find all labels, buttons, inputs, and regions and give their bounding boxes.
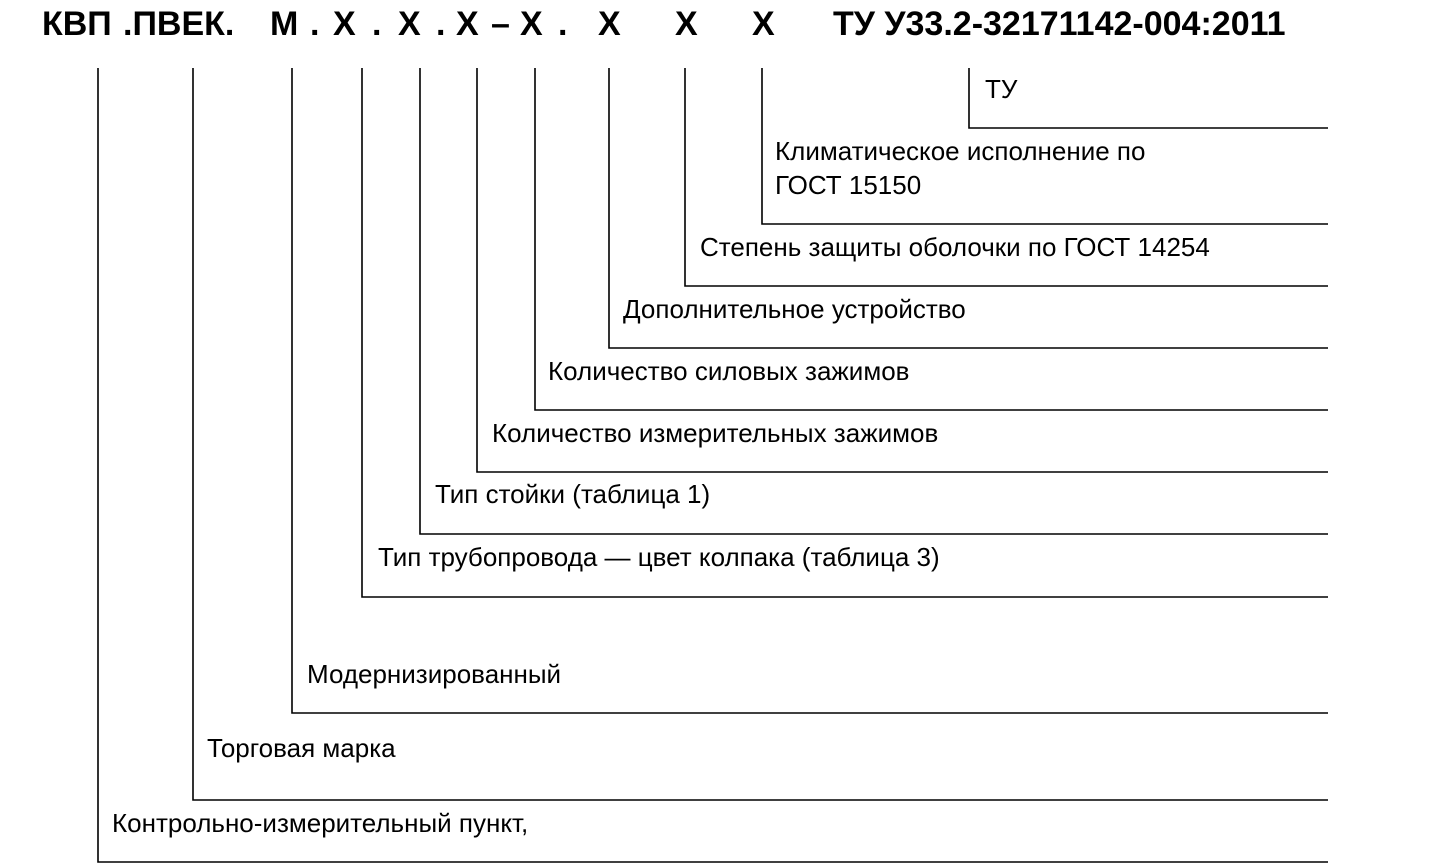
code-token-dot: . <box>372 5 382 43</box>
code-token-dot: . <box>558 5 568 43</box>
code-token-x: Х <box>398 5 421 43</box>
label-rack-type: Тип стойки (таблица 1) <box>435 479 711 509</box>
label-tu: ТУ <box>985 74 1018 104</box>
label-trademark: Торговая марка <box>207 733 396 763</box>
label-climate: Климатическое исполнение по <box>775 136 1146 166</box>
label-measuring-clamps: Количество измерительных зажимов <box>492 418 939 448</box>
code-token-dot: . <box>436 5 446 43</box>
code-token-pvek: .ПВЕК. <box>123 5 235 43</box>
label-protection: Степень защиты оболочки по ГОСТ 14254 <box>700 232 1210 262</box>
label-climate: ГОСТ 15150 <box>775 170 922 200</box>
label-power-clamps: Количество силовых зажимов <box>548 356 910 386</box>
label-control-point: Контрольно-измерительный пункт, <box>112 808 529 838</box>
code-token-x: Х <box>675 5 698 43</box>
code-token-tu: ТУ У33.2-32171142-004:2011 <box>833 5 1286 43</box>
code-token-x: Х <box>752 5 775 43</box>
label-extra-device: Дополнительное устройство <box>623 294 966 324</box>
code-token-dash: – <box>491 5 510 43</box>
code-token-dot: . <box>310 5 320 43</box>
code-token-kvp: КВП <box>42 5 112 43</box>
code-token-m: М <box>270 5 299 43</box>
code-token-x: Х <box>598 5 621 43</box>
code-token-x: Х <box>333 5 356 43</box>
code-token-x: Х <box>456 5 479 43</box>
code-token-x: Х <box>520 5 543 43</box>
label-modernized: Модернизированный <box>307 659 562 689</box>
label-pipeline-type: Тип трубопровода — цвет колпака (таблица 3) <box>378 542 940 572</box>
connector-tu <box>969 68 1328 128</box>
